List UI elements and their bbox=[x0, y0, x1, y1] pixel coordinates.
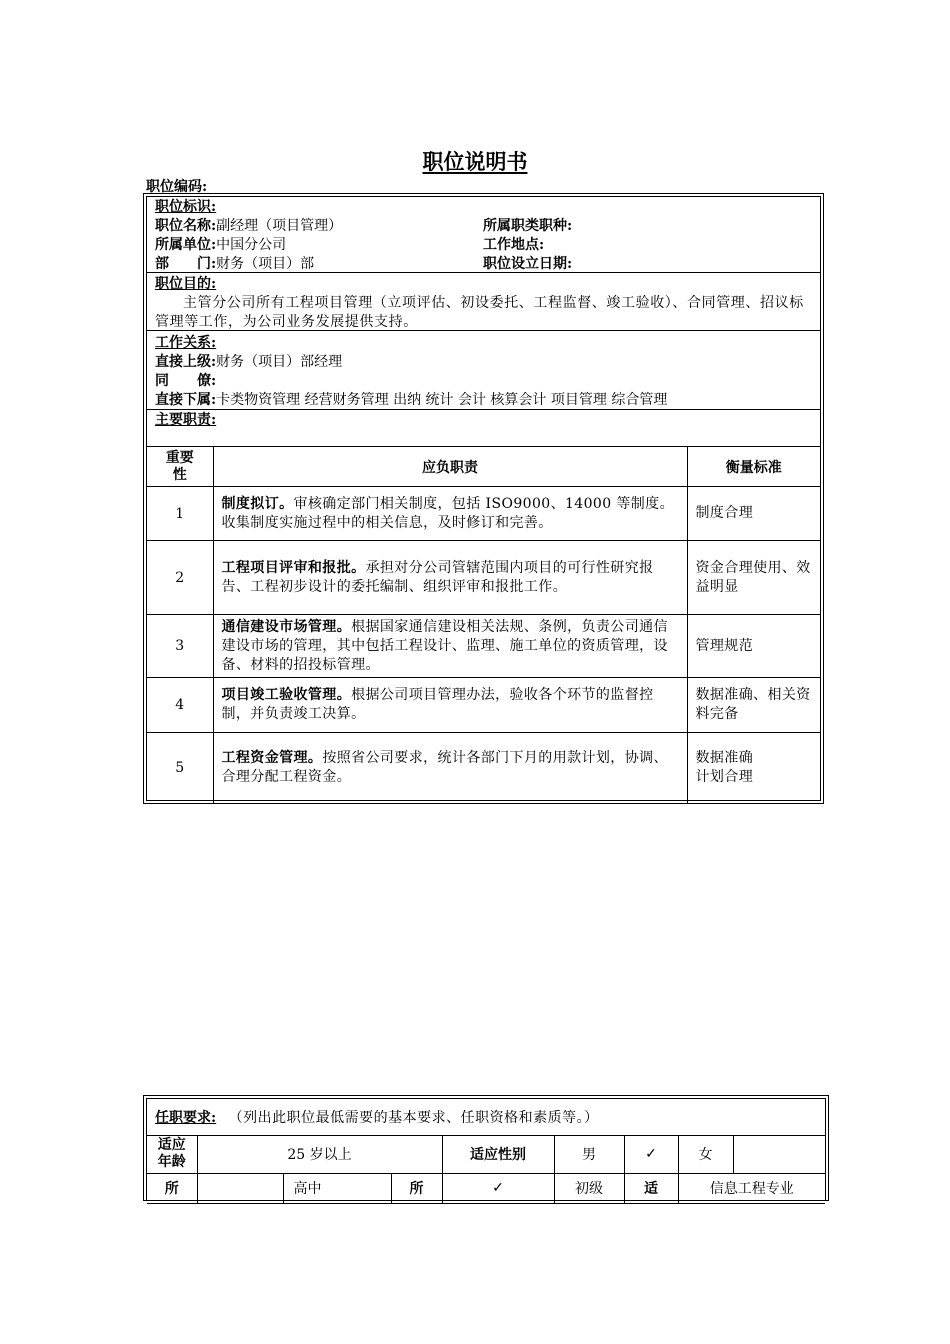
education-blank bbox=[197, 1173, 283, 1203]
duty-text: 根据国家通信建设相关法规、条例，负责公司通信建设市场的管理，其中包括工程设计、监理、施工单位的资质管理，设备、材料的招投标管理。 bbox=[221, 618, 668, 673]
identification-heading: 职位标识: bbox=[155, 199, 217, 215]
duty-title: 工程项目评审和报批。 bbox=[221, 559, 366, 576]
requirements-body bbox=[146, 1098, 826, 1200]
unit-label: 所属单位: bbox=[155, 237, 217, 253]
row-number: 4 bbox=[147, 678, 213, 733]
duty-standard: 数据准确、相关资料完备 bbox=[687, 678, 820, 733]
requirements-table bbox=[147, 1099, 825, 1204]
duty-title: 工程资金管理。 bbox=[221, 749, 323, 766]
table-row bbox=[147, 487, 820, 541]
position-name-value: 副经理（项目管理） bbox=[216, 218, 343, 234]
duty-description bbox=[213, 733, 687, 803]
table-row bbox=[147, 615, 820, 678]
duty-standard bbox=[687, 733, 820, 803]
duty-standard: 资金合理使用、效益明显 bbox=[687, 541, 820, 615]
relations-section bbox=[147, 331, 820, 410]
gender-male: 男 bbox=[554, 1135, 624, 1173]
gender-female: 女 bbox=[678, 1135, 733, 1173]
age-label: 适应年龄 bbox=[147, 1135, 197, 1173]
duty-text: 根据公司项目管理办法，验收各个环节的监督控制，并负责竣工决算。 bbox=[221, 687, 654, 722]
purpose-section bbox=[147, 273, 820, 331]
duties-header-row bbox=[147, 447, 820, 487]
category-label: 所属职类职种: bbox=[483, 218, 573, 234]
duty-title: 项目竣工验收管理。 bbox=[221, 687, 352, 703]
subordinate-label: 直接下属: bbox=[155, 392, 217, 408]
duty-description bbox=[213, 487, 687, 541]
title-value: 初级 bbox=[554, 1173, 624, 1203]
requirements-note: （列出此职位最低需要的基本要求、任职资格和素质等。） bbox=[228, 1109, 599, 1126]
gender-label: 适应性别 bbox=[442, 1135, 554, 1173]
requirements-heading-cell bbox=[147, 1099, 825, 1135]
duty-title: 制度拟订。 bbox=[221, 495, 294, 512]
peer-label: 同 僚: bbox=[155, 373, 217, 389]
age-gender-row bbox=[147, 1135, 825, 1173]
education-row bbox=[147, 1173, 825, 1203]
subordinate-value: 卡类物资管理 经营财务管理 出纳 统计 会计 核算会计 项目管理 综合管理 bbox=[216, 392, 668, 408]
position-code-label: 职位编码: bbox=[146, 179, 208, 195]
age-value: 25 岁以上 bbox=[197, 1135, 442, 1173]
purpose-heading: 职位目的: bbox=[155, 276, 217, 292]
duties-heading-section bbox=[147, 410, 820, 446]
education-label: 所 bbox=[147, 1173, 197, 1203]
table-row bbox=[147, 541, 820, 615]
gender-female-check bbox=[733, 1135, 825, 1173]
location-label: 工作地点: bbox=[483, 237, 545, 253]
duty-standard: 管理规范 bbox=[687, 615, 820, 678]
requirements-frame bbox=[143, 1095, 829, 1201]
table-row bbox=[147, 733, 820, 803]
established-date-label: 职位设立日期: bbox=[483, 256, 573, 272]
row-number: 2 bbox=[147, 541, 213, 615]
duty-text: 审核确定部门相关制度，包括 ISO9000、14000 等制度。收集制度实施过程中的相关信息，及时修订和完善。 bbox=[221, 495, 674, 531]
duties-heading: 主要职责: bbox=[155, 412, 217, 428]
document-title: 职位说明书 bbox=[422, 149, 528, 174]
identification-section bbox=[147, 197, 820, 273]
duty-text: 按照省公司要求，统计各部门下月的用款计划，协调、合理分配工程资金。 bbox=[221, 749, 668, 785]
requirements-heading-row bbox=[147, 1099, 825, 1135]
duty-description bbox=[213, 541, 687, 615]
department-value: 财务（项目）部 bbox=[216, 256, 315, 272]
purpose-text: 主管分公司所有工程项目管理（立项评估、初设委托、工程监督、竣工验收）、合同管理、招议标管理等工作，为公司业务发展提供支持。 bbox=[155, 295, 804, 330]
relations-heading: 工作关系: bbox=[155, 335, 217, 351]
requirements-heading: 任职要求: bbox=[155, 1109, 217, 1126]
education-value: 高中 bbox=[283, 1173, 391, 1203]
standard-line: 计划合理 bbox=[695, 768, 754, 785]
gender-male-check: ✓ bbox=[624, 1135, 678, 1173]
position-name-label: 职位名称: bbox=[155, 218, 217, 234]
duty-description bbox=[213, 615, 687, 678]
duty-standard: 制度合理 bbox=[687, 487, 820, 541]
duty-description bbox=[213, 678, 687, 733]
duty-title: 通信建设市场管理。 bbox=[221, 618, 352, 635]
standard-line: 数据准确 bbox=[695, 749, 754, 766]
row-number: 3 bbox=[147, 615, 213, 678]
job-description-body bbox=[146, 196, 821, 801]
title-check: ✓ bbox=[442, 1173, 554, 1203]
duty-text: 承担对分公司管辖范围内项目的可行性研究报告、工程初步设计的委托编制、组织评审和报批工作。 bbox=[221, 559, 654, 595]
col-standard-header: 衡量标准 bbox=[687, 447, 820, 487]
superior-label: 直接上级: bbox=[155, 354, 217, 370]
title-label: 所 bbox=[391, 1173, 442, 1203]
major-label: 适 bbox=[624, 1173, 678, 1203]
row-number: 1 bbox=[147, 487, 213, 541]
job-description-frame bbox=[143, 193, 824, 804]
department-label: 部 门: bbox=[155, 256, 217, 272]
col-duty-header: 应负职责 bbox=[213, 447, 687, 487]
row-number: 5 bbox=[147, 733, 213, 803]
col-importance-header: 重要性 bbox=[147, 447, 213, 487]
major-value: 信息工程专业 bbox=[678, 1173, 825, 1203]
unit-value: 中国分公司 bbox=[216, 237, 287, 253]
superior-value: 财务（项目）部经理 bbox=[216, 354, 343, 370]
duties-table bbox=[147, 446, 820, 803]
table-row bbox=[147, 678, 820, 733]
